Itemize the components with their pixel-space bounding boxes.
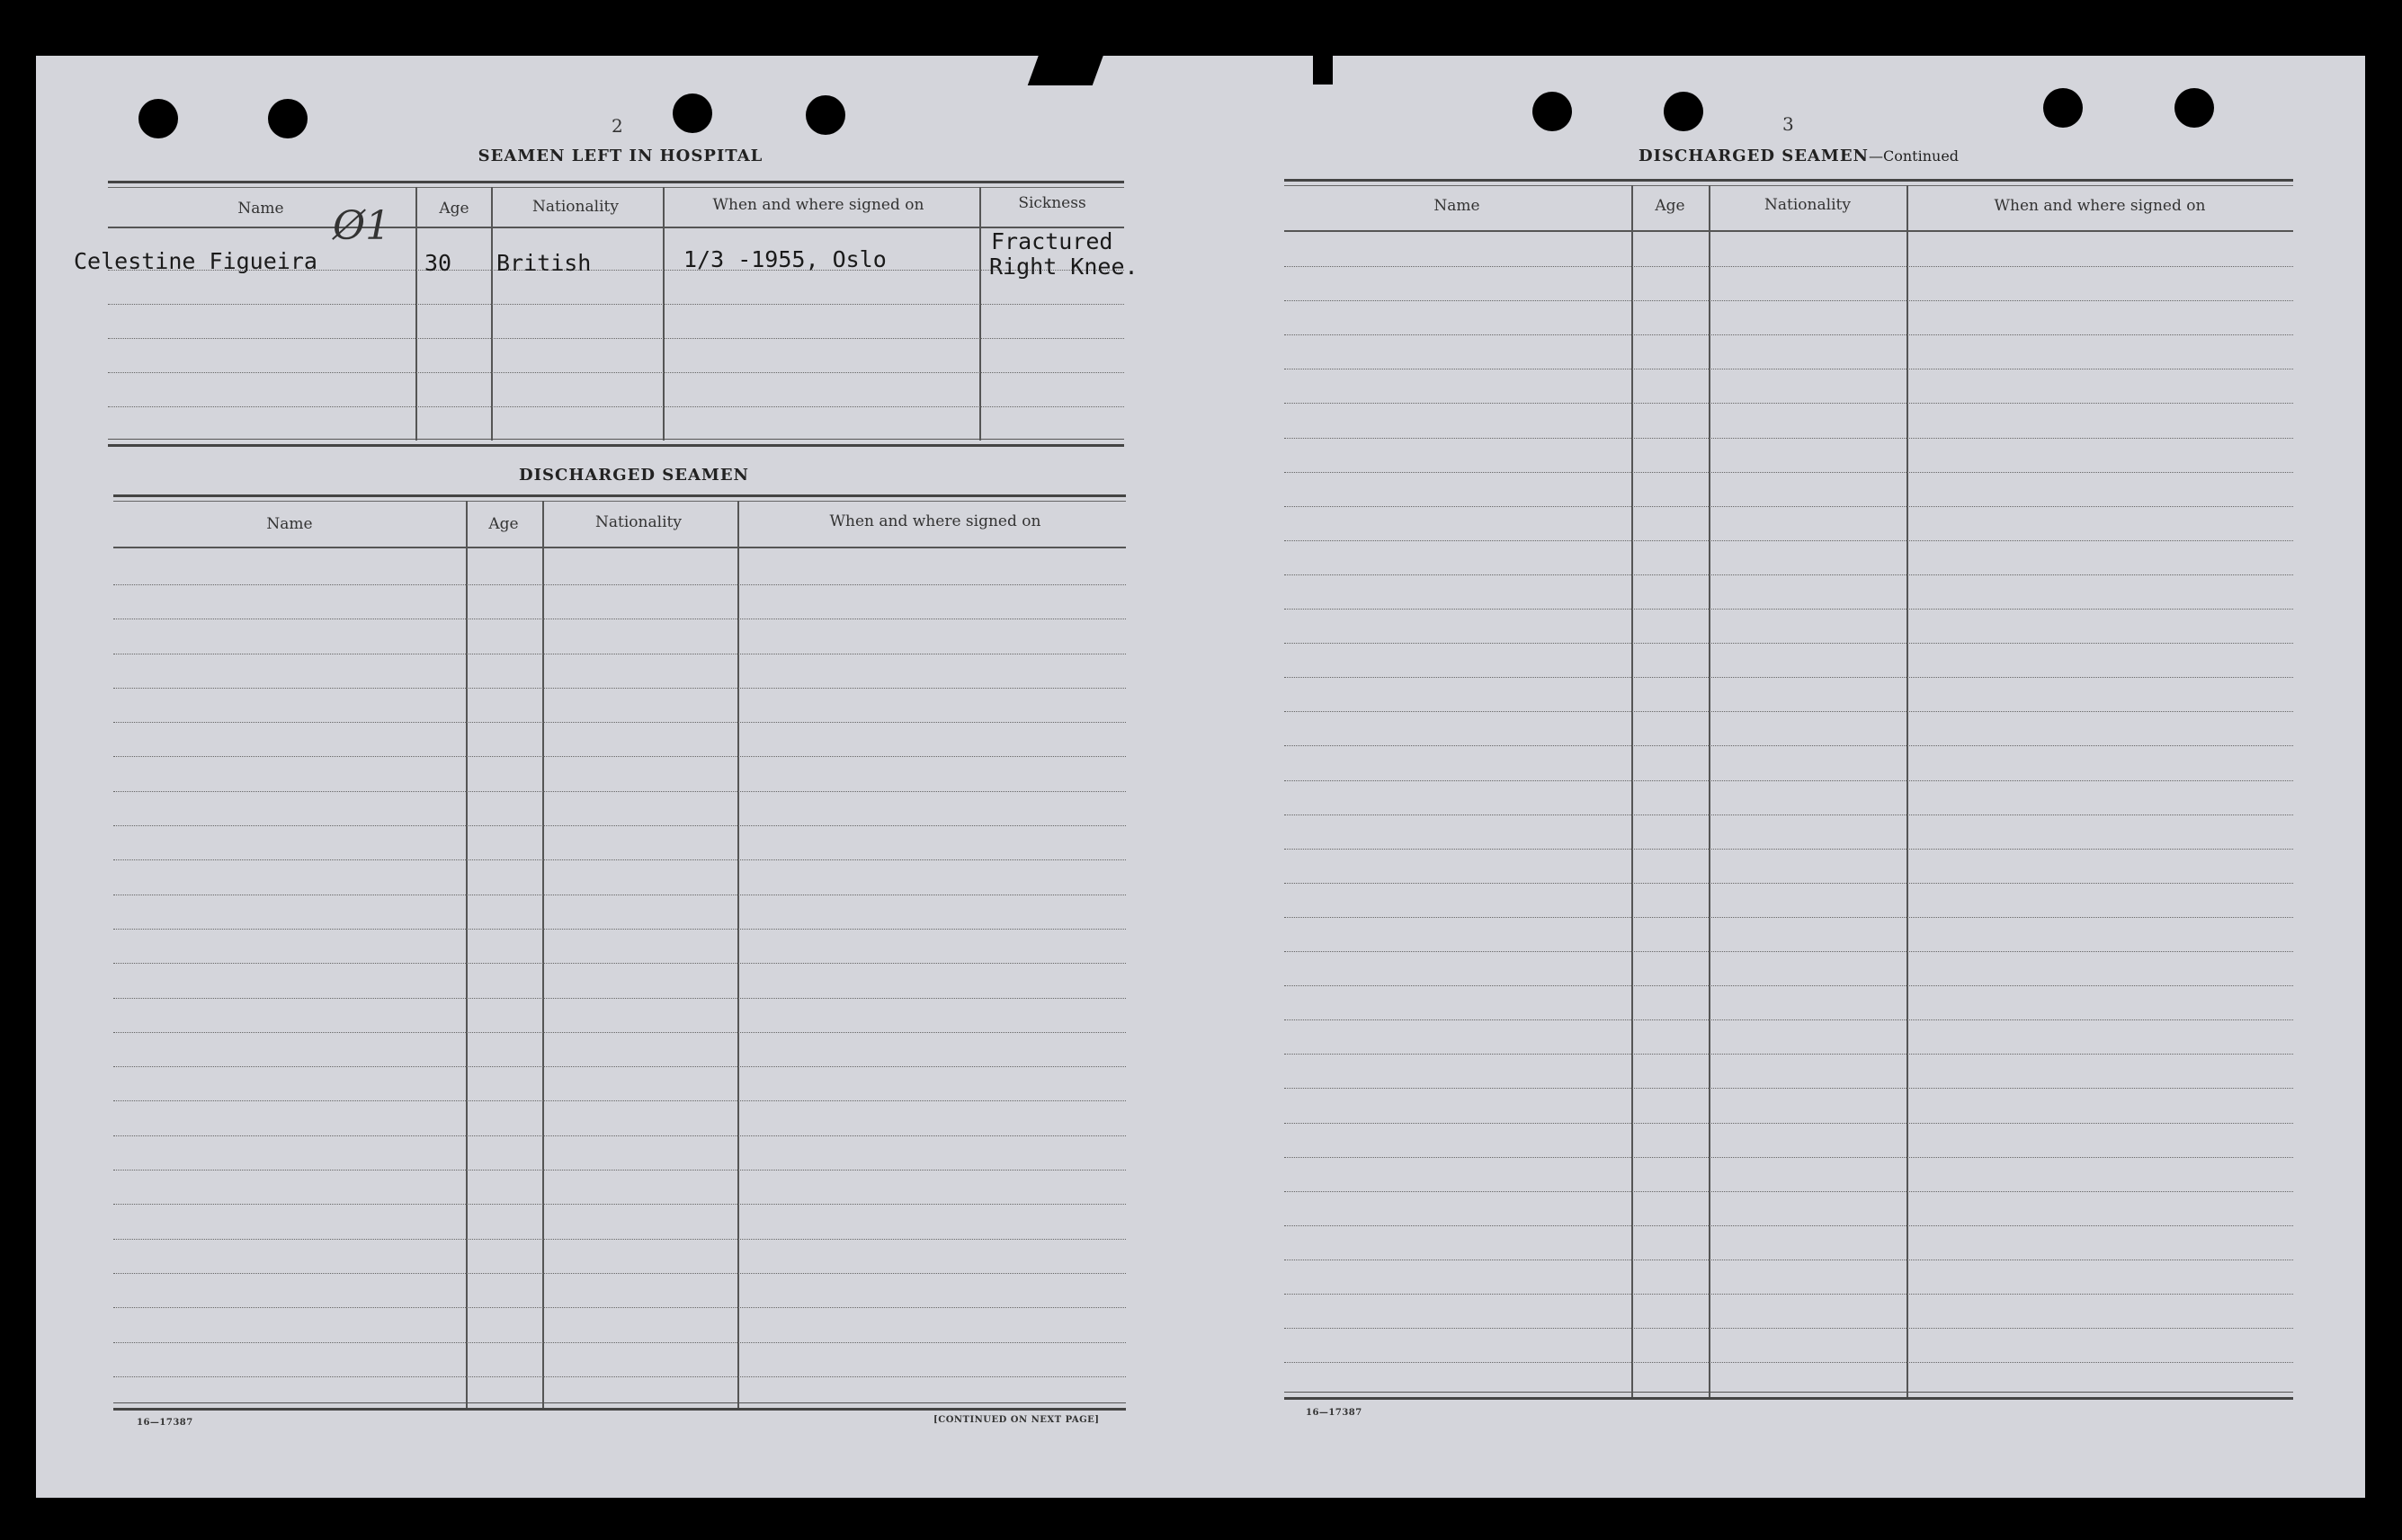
ruled-line	[1284, 677, 2293, 678]
discharged-col-when-where: When and where signed on	[829, 512, 1041, 530]
ruled-line	[1284, 300, 2293, 301]
ruled-line	[113, 998, 1126, 999]
ruled-line	[113, 756, 1126, 757]
continued-col-when-where: When and where signed on	[1994, 197, 2206, 215]
punch-hole	[673, 93, 712, 133]
hospital-entry-age: 30	[424, 250, 452, 276]
discharged-continued-title-main: DISCHARGED SEAMEN	[1638, 147, 1869, 165]
rule	[108, 444, 1124, 447]
ruled-line	[113, 1273, 1126, 1274]
binding-tear	[1028, 49, 1106, 85]
ruled-line	[1284, 438, 2293, 439]
column-divider	[542, 501, 544, 1408]
rule	[1284, 179, 2293, 182]
ruled-line	[113, 1342, 1126, 1343]
rule	[1284, 1397, 2293, 1400]
column-divider	[979, 187, 981, 441]
column-divider	[466, 501, 468, 1408]
punch-hole	[2043, 88, 2083, 128]
ruled-line	[1284, 334, 2293, 335]
ruled-line	[113, 1307, 1126, 1308]
ruled-line	[1284, 1191, 2293, 1192]
rule	[108, 439, 1124, 440]
punch-hole	[268, 99, 308, 138]
rule	[1284, 185, 2293, 186]
ruled-line	[113, 584, 1126, 585]
continued-col-age: Age	[1655, 197, 1685, 215]
ruled-line	[113, 1376, 1126, 1377]
ruled-line	[113, 791, 1126, 792]
rule	[113, 494, 1126, 497]
continued-col-name: Name	[1433, 197, 1480, 215]
page-number-right: 3	[1782, 113, 1794, 135]
column-divider	[415, 187, 417, 441]
document-sheet	[36, 56, 2365, 1498]
ruled-line	[1284, 540, 2293, 541]
ruled-line	[1284, 745, 2293, 746]
ruled-line	[1284, 506, 2293, 507]
ruled-line	[1284, 574, 2293, 575]
ruled-line	[113, 929, 1126, 930]
ruled-line	[113, 1170, 1126, 1171]
hospital-col-name: Name	[237, 200, 284, 218]
continued-note: [CONTINUED ON NEXT PAGE]	[933, 1415, 1100, 1425]
ruled-line	[108, 406, 1124, 407]
punch-hole	[806, 95, 845, 135]
ruled-line	[1284, 780, 2293, 781]
ruled-line	[113, 1032, 1126, 1033]
ruled-line	[1284, 883, 2293, 884]
ruled-line	[1284, 711, 2293, 712]
punch-hole	[1664, 92, 1703, 131]
ruled-line	[1284, 1088, 2293, 1089]
hospital-entry-when-where: 1/3 -1955, Oslo	[683, 246, 887, 272]
handwritten-mark: Ø1	[333, 203, 391, 249]
hospital-col-age: Age	[439, 200, 469, 218]
hospital-entry-name: Celestine Figueira	[74, 248, 317, 274]
ruled-line	[1284, 917, 2293, 918]
ruled-line	[1284, 849, 2293, 850]
rule	[113, 547, 1126, 548]
page-number-left: 2	[612, 115, 623, 137]
ruled-line	[1284, 1328, 2293, 1329]
ruled-line	[108, 304, 1124, 305]
column-divider	[1631, 185, 1633, 1399]
hospital-entry-sickness-line-2: Right Knee.	[989, 254, 1138, 280]
form-number-left: 16—17387	[137, 1418, 193, 1428]
punch-hole	[2174, 88, 2214, 128]
punch-hole	[1532, 92, 1572, 131]
ruled-line	[1284, 403, 2293, 404]
ruled-line	[113, 963, 1126, 964]
discharged-col-age: Age	[488, 515, 519, 533]
ruled-line	[1284, 1157, 2293, 1158]
rule	[1284, 230, 2293, 232]
hospital-entry-nationality: British	[496, 250, 592, 276]
ruled-line	[113, 1204, 1126, 1205]
hospital-col-sickness: Sickness	[1018, 194, 1086, 212]
rule	[113, 1402, 1126, 1403]
rule	[1284, 1392, 2293, 1393]
ruled-line	[113, 688, 1126, 689]
column-divider	[1906, 185, 1908, 1399]
ruled-line	[1284, 1294, 2293, 1295]
ruled-line	[113, 722, 1126, 723]
discharged-col-nationality: Nationality	[595, 513, 682, 531]
ruled-line	[1284, 951, 2293, 952]
ruled-line	[1284, 472, 2293, 473]
rule	[108, 187, 1124, 188]
rule	[108, 181, 1124, 183]
ruled-line	[1284, 1225, 2293, 1226]
ruled-line	[1284, 643, 2293, 644]
ruled-line	[108, 338, 1124, 339]
ruled-line	[1284, 609, 2293, 610]
continued-col-nationality: Nationality	[1764, 196, 1851, 214]
column-divider	[491, 187, 493, 441]
ruled-line	[1284, 266, 2293, 267]
column-divider	[663, 187, 665, 441]
hospital-col-nationality: Nationality	[532, 198, 619, 216]
column-divider	[737, 501, 739, 1408]
rule	[108, 227, 1124, 228]
form-number-right: 16—17387	[1306, 1408, 1362, 1418]
hospital-col-when-where: When and where signed on	[712, 196, 924, 214]
column-divider	[1709, 185, 1710, 1399]
ruled-line	[1284, 1123, 2293, 1124]
ruled-line	[1284, 985, 2293, 986]
ruled-line	[1284, 1054, 2293, 1055]
hospital-entry-sickness-line-1: Fractured	[991, 228, 1113, 254]
ruled-line	[113, 825, 1126, 826]
ruled-line	[1284, 1362, 2293, 1363]
discharged-section-title: DISCHARGED SEAMEN	[518, 466, 750, 485]
hospital-section-title: SEAMEN LEFT IN HOSPITAL	[478, 147, 763, 165]
discharged-col-name: Name	[266, 515, 313, 533]
punch-hole	[138, 99, 178, 138]
ruled-line	[113, 859, 1126, 860]
rule	[113, 501, 1126, 502]
ruled-line	[113, 1239, 1126, 1240]
binding-tear	[1313, 52, 1333, 85]
ruled-line	[1284, 1019, 2293, 1020]
ruled-line	[113, 1135, 1126, 1136]
discharged-continued-title	[1565, 147, 2032, 165]
ruled-line	[113, 1066, 1126, 1067]
discharged-continued-title-suffix: —Continued	[1869, 147, 1960, 165]
rule	[113, 1408, 1126, 1411]
ruled-line	[108, 372, 1124, 373]
ruled-line	[113, 1100, 1126, 1101]
